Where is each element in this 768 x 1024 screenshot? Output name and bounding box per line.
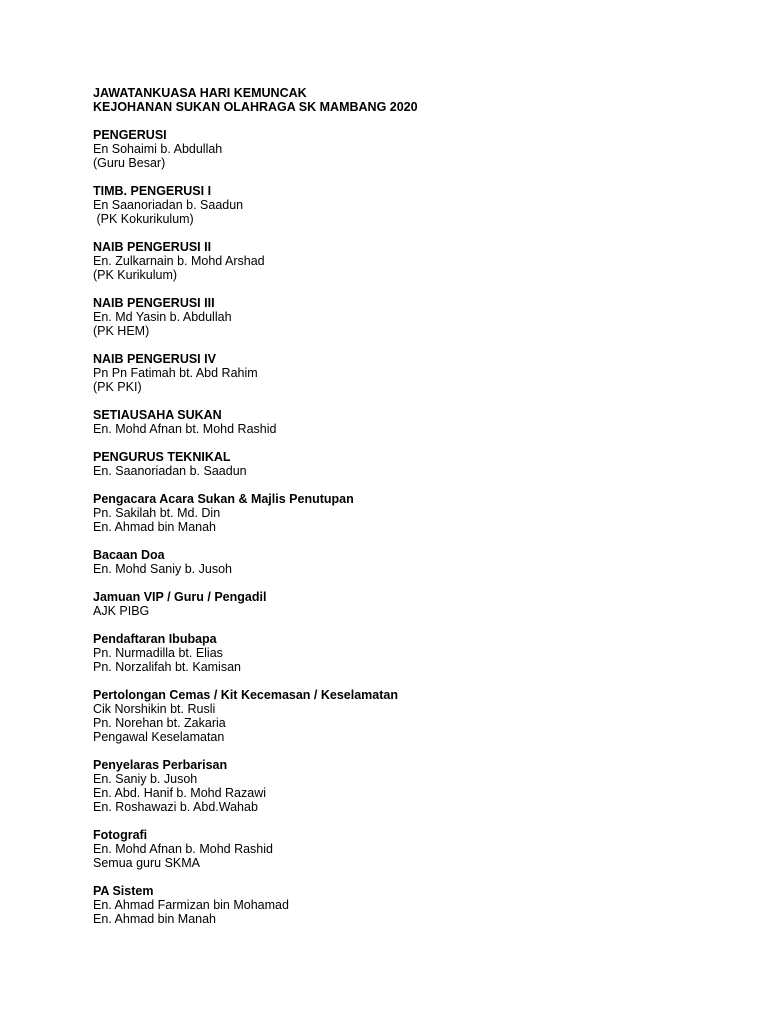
- committee-section: [93, 352, 733, 394]
- member-line: (Guru Besar): [93, 156, 166, 170]
- committee-section: [93, 240, 733, 282]
- member-line: En. Mohd Afnan bt. Mohd Rashid: [93, 422, 277, 436]
- member-line: En. Ahmad bin Manah: [93, 912, 216, 926]
- member-line: En. Mohd Saniy b. Jusoh: [93, 562, 232, 576]
- committee-section: [93, 688, 733, 744]
- title-line: JAWATANKUASA HARI KEMUNCAK: [93, 86, 307, 100]
- member-line: Pn. Norehan bt. Zakaria: [93, 716, 226, 730]
- member-line: En. Roshawazi b. Abd.Wahab: [93, 800, 258, 814]
- committee-section: [93, 296, 733, 338]
- member-line: Pn Pn Fatimah bt. Abd Rahim: [93, 366, 258, 380]
- member-line: Pn. Nurmadilla bt. Elias: [93, 646, 223, 660]
- member-line: En. Abd. Hanif b. Mohd Razawi: [93, 786, 267, 800]
- committee-list: [93, 128, 733, 926]
- section-heading: Pertolongan Cemas / Kit Kecemasan / Keselamatan: [93, 688, 398, 702]
- document-page: [93, 86, 733, 940]
- section-heading: PENGERUSI: [93, 128, 167, 142]
- member-line: En Saanoriadan b. Saadun: [93, 198, 244, 212]
- member-line: En. Ahmad bin Manah: [93, 520, 216, 534]
- member-line: Pn. Norzalifah bt. Kamisan: [93, 660, 241, 674]
- member-line: En. Saniy b. Jusoh: [93, 772, 198, 786]
- member-line: En. Saanoriadan b. Saadun: [93, 464, 247, 478]
- member-line: Semua guru SKMA: [93, 856, 200, 870]
- section-heading: Penyelaras Perbarisan: [93, 758, 228, 772]
- section-heading: NAIB PENGERUSI III: [93, 296, 215, 310]
- member-line: AJK PIBG: [93, 604, 150, 618]
- member-line: En. Zulkarnain b. Mohd Arshad: [93, 254, 265, 268]
- section-heading: Bacaan Doa: [93, 548, 165, 562]
- member-line: (PK HEM): [93, 324, 150, 338]
- section-heading: Pengacara Acara Sukan & Majlis Penutupan: [93, 492, 354, 506]
- member-line: (PK Kokurikulum): [93, 212, 194, 226]
- member-line: En. Ahmad Farmizan bin Mohamad: [93, 898, 289, 912]
- section-heading: NAIB PENGERUSI II: [93, 240, 212, 254]
- committee-section: [93, 590, 733, 618]
- committee-section: [93, 828, 733, 870]
- committee-section: [93, 492, 733, 534]
- section-heading: Fotografi: [93, 828, 148, 842]
- section-heading: PENGURUS TEKNIKAL: [93, 450, 231, 464]
- committee-section: [93, 184, 733, 226]
- section-heading: Jamuan VIP / Guru / Pengadil: [93, 590, 267, 604]
- document-title: [93, 86, 733, 114]
- section-heading: PA Sistem: [93, 884, 154, 898]
- committee-section: [93, 408, 733, 436]
- member-line: (PK PKI): [93, 380, 142, 394]
- member-line: Cik Norshikin bt. Rusli: [93, 702, 216, 716]
- member-line: En. Mohd Afnan b. Mohd Rashid: [93, 842, 273, 856]
- committee-section: [93, 884, 733, 926]
- section-heading: SETIAUSAHA SUKAN: [93, 408, 222, 422]
- committee-section: [93, 128, 733, 170]
- member-line: Pn. Sakilah bt. Md. Din: [93, 506, 221, 520]
- member-line: En. Md Yasin b. Abdullah: [93, 310, 232, 324]
- member-line: Pengawal Keselamatan: [93, 730, 225, 744]
- member-line: En Sohaimi b. Abdullah: [93, 142, 223, 156]
- committee-section: [93, 632, 733, 674]
- section-heading: Pendaftaran Ibubapa: [93, 632, 217, 646]
- committee-section: [93, 758, 733, 814]
- committee-section: [93, 450, 733, 478]
- section-heading: NAIB PENGERUSI IV: [93, 352, 216, 366]
- title-line: KEJOHANAN SUKAN OLAHRAGA SK MAMBANG 2020: [93, 100, 418, 114]
- committee-section: [93, 548, 733, 576]
- section-heading: TIMB. PENGERUSI I: [93, 184, 212, 198]
- member-line: (PK Kurikulum): [93, 268, 178, 282]
